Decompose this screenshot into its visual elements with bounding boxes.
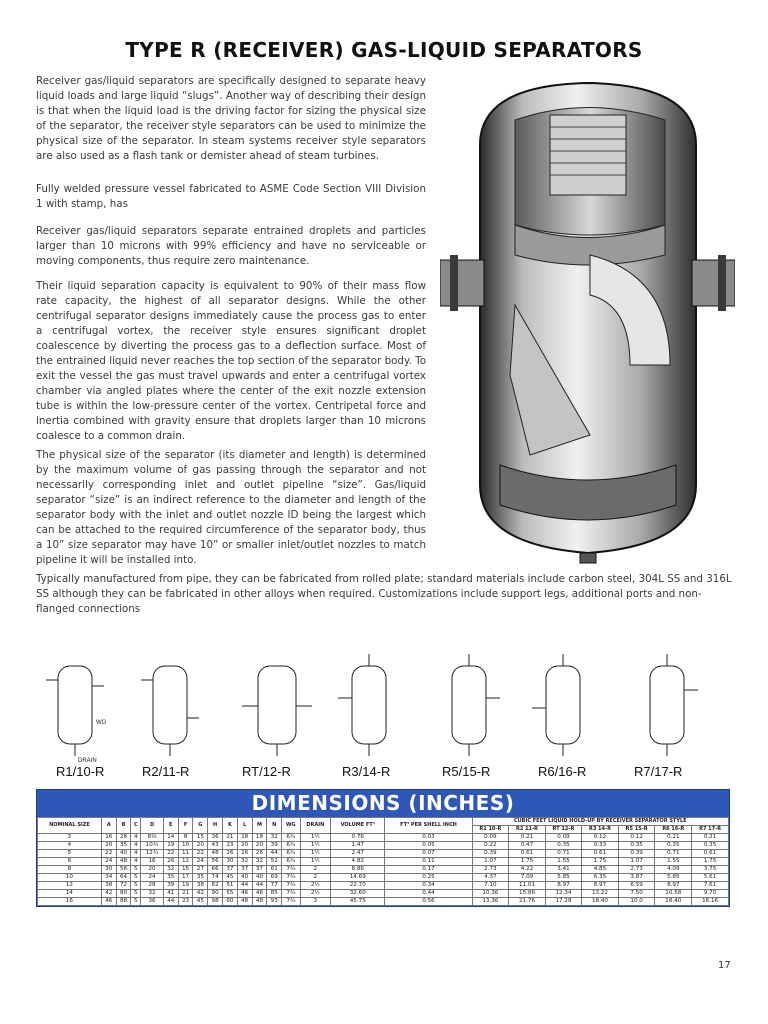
table-cell: 10 [38,874,102,882]
table-cell: 1.75 [692,858,729,866]
table-cell: 15 [193,834,208,842]
table-cell: 46 [237,890,252,898]
table-cell: 24 [101,858,116,866]
table-cell: 20 [141,866,164,874]
col-l: L [237,818,252,834]
table-cell: 93 [267,898,282,906]
table-cell: 24 [193,858,208,866]
table-cell: 32 [252,858,267,866]
table-row [38,898,729,906]
col-style-r1: R1 10-R [472,826,509,834]
table-cell: 6¾ [282,842,300,850]
table-cell: 10.36 [472,890,509,898]
drain-label: DRAIN [78,758,97,764]
table-cell: 44 [163,898,178,906]
wg-label: WG [96,720,107,726]
table-cell: 82 [208,882,223,890]
table-cell: 72 [116,882,131,890]
table-cell: 8.86 [331,866,385,874]
table-cell: 7.09 [509,874,546,882]
table-cell: 6.35 [582,874,619,882]
table-cell: 1½ [300,834,331,842]
table-cell: 7¾ [282,898,300,906]
table-cell: 14.69 [331,874,385,882]
table-cell: 48 [116,858,131,866]
table-cell: 7¾ [282,890,300,898]
table-cell: 15 [178,866,193,874]
table-cell: 32 [141,890,164,898]
table-cell: 0.17 [385,866,472,874]
table-cell: 4 [131,858,141,866]
table-cell: 0.12 [618,834,655,842]
table-cell: 48 [252,898,267,906]
table-cell: 5 [131,890,141,898]
table-cell: 12 [38,882,102,890]
table-cell: 28 [141,882,164,890]
table-cell: 5.61 [692,874,729,882]
table-row [38,882,729,890]
table-cell: 10 [178,842,193,850]
table-cell: 0.61 [582,850,619,858]
table-cell: 64 [116,874,131,882]
table-cell: 44 [237,882,252,890]
table-cell: 10.58 [655,890,692,898]
table-cell: 5 [131,882,141,890]
separator-style-diagrams [36,646,732,782]
table-cell: 3.87 [618,874,655,882]
table-cell: 8.97 [655,882,692,890]
table-cell: 4 [38,842,102,850]
col-style-rt: RT 12-R [545,826,581,834]
table-cell: 0.61 [692,850,729,858]
table-cell: 42 [101,890,116,898]
table-cell: 0.12 [582,834,619,842]
table-cell: 36 [141,898,164,906]
table-cell: 11 [178,850,193,858]
table-cell: 14 [38,890,102,898]
table-cell: 7¾ [282,874,300,882]
table-cell: 30 [101,866,116,874]
col-b: B [116,818,131,834]
table-cell: 0.21 [655,834,692,842]
table-cell: 6.59 [618,882,655,890]
table-cell: 60 [223,898,238,906]
table-cell: 16 [101,834,116,842]
table-row [38,858,729,866]
dimensions-title: DIMENSIONS (INCHES) [37,790,729,817]
table-cell: 35 [116,842,131,850]
table-cell: 32.60 [331,890,385,898]
table-cell: 61 [267,866,282,874]
table-cell: 21.76 [509,898,546,906]
table-row [38,842,729,850]
table-cell: 48 [237,898,252,906]
table-cell: 23 [178,898,193,906]
table-row [38,866,729,874]
table-cell: 40 [252,874,267,882]
table-cell: 1.75 [582,858,619,866]
table-cell: 0.35 [545,842,581,850]
table-cell: 2.73 [472,866,509,874]
col-h: H [208,818,223,834]
table-cell: 4 [131,850,141,858]
col-holdup-group: CUBIC FEET LIQUID HOLD-UP BY RECEIVER SEPARATOR STYLE [472,818,728,826]
table-cell: 14 [163,834,178,842]
table-cell: 32 [267,834,282,842]
col-style-r3: R3 14-R [582,826,619,834]
table-cell: 4.22 [509,866,546,874]
col-ft3-per-inch: FT³ PER SHELL INCH [385,818,472,834]
col-drain: DRAIN [300,818,331,834]
table-cell: 40 [237,874,252,882]
table-cell: 12.34 [545,890,581,898]
col-n: N [267,818,282,834]
table-cell: 6 [38,858,102,866]
col-style-r7: R7 17-R [692,826,729,834]
table-cell: 41 [163,890,178,898]
table-cell: 32 [237,858,252,866]
table-cell: 20 [101,842,116,850]
table-cell: 5.85 [655,874,692,882]
table-cell: 1.47 [331,842,385,850]
table-cell: 0.05 [385,842,472,850]
table-cell: 21 [178,890,193,898]
table-cell: 32 [163,866,178,874]
table-cell: 3 [300,898,331,906]
diagram-label-r7: R7/17-R [634,764,683,779]
table-cell: 45.75 [331,898,385,906]
table-cell: 40 [116,850,131,858]
col-e: E [163,818,178,834]
table-cell: 36 [208,834,223,842]
table-cell: 5 [131,866,141,874]
table-cell: 7.10 [472,882,509,890]
table-cell: 19 [163,842,178,850]
table-cell: 0.56 [385,898,472,906]
table-cell: 15.86 [509,890,546,898]
table-cell: 0.39 [472,850,509,858]
table-cell: 19 [178,882,193,890]
table-cell: 12¾ [141,850,164,858]
table-cell: 80 [116,890,131,898]
table-cell: 10¾ [141,842,164,850]
table-row [38,890,729,898]
diagram-label-r2: R2/11-R [142,764,190,779]
table-cell: 2.73 [618,866,655,874]
table-cell: 0.33 [582,842,619,850]
table-cell: 9.70 [692,890,729,898]
table-cell: 4.37 [472,874,509,882]
table-cell: 18 [237,834,252,842]
table-cell: 44 [252,882,267,890]
table-cell: 55 [223,890,238,898]
col-wg: WG [282,818,300,834]
table-cell: 18.40 [582,898,619,906]
table-cell: 0.35 [655,842,692,850]
table-cell: 1.55 [545,858,581,866]
table-cell: 0.76 [331,834,385,842]
table-cell: 8 [38,866,102,874]
table-cell: 20 [193,842,208,850]
table-cell: 0.39 [618,850,655,858]
table-cell: 69 [267,874,282,882]
table-cell: 46 [101,898,116,906]
table-cell: 35 [193,874,208,882]
table-cell: 0.25 [385,874,472,882]
table-cell: 5 [131,874,141,882]
table-cell: 7.50 [618,890,655,898]
table-row [38,850,729,858]
table-cell: 2 [300,866,331,874]
table-cell: 4.85 [582,866,619,874]
table-cell: 0.71 [545,850,581,858]
table-cell: 45 [193,898,208,906]
table-cell: 0.47 [509,842,546,850]
table-cell: 1½ [300,850,331,858]
table-cell: 35 [163,874,178,882]
table-cell: 43 [208,842,223,850]
dimensions-table-body [38,834,729,906]
table-cell: 0.21 [509,834,546,842]
col-nominal-size: NOMINAL SIZE [38,818,102,834]
col-m: M [252,818,267,834]
table-cell: 5 [131,898,141,906]
diagram-label-r6: R6/16-R [538,764,587,779]
table-cell: 37 [252,866,267,874]
table-cell: 11.01 [509,882,546,890]
page-title: TYPE R (RECEIVER) GAS-LIQUID SEPARATORS [125,38,643,62]
diagram-label-r3: R3/14-R [342,764,391,779]
table-cell: 0.22 [472,842,509,850]
table-cell: 85 [267,890,282,898]
table-cell: 66 [208,866,223,874]
table-cell: 24 [141,874,164,882]
table-cell: 20 [237,842,252,850]
table-cell: 22 [163,850,178,858]
table-cell: 10.0 [618,898,655,906]
col-style-r2: R2 11-R [509,826,546,834]
table-cell: 4 [131,834,141,842]
table-cell: 42 [193,890,208,898]
table-cell: 0.35 [618,842,655,850]
table-cell: 3 [38,834,102,842]
table-cell: 13.36 [472,898,509,906]
table-cell: 4.09 [655,866,692,874]
table-cell: 0.03 [385,834,472,842]
col-g: G [193,818,208,834]
table-cell: 17 [178,874,193,882]
table-cell: 6¾ [282,858,300,866]
asme-paragraph: Fully welded pressure vessel fabricated to ASME Code Section VIII Division 1 with stamp, has [36,183,426,210]
table-cell: 28 [116,834,131,842]
table-cell: 38 [101,882,116,890]
intro-paragraph: Receiver gas/liquid separators are specifically designed to separate heavy liquid loads and large liquid “slugs”. Another way of describing their design is that when the liquid load is the driving factor for sizing the physical size of the separator, the receiver style separators can be used to minimize the physical size of the separator. In steam systems receiver style separators are also used as a flash tank or demister ahead of steam turbines. [36,75,426,162]
table-cell: 38 [193,882,208,890]
col-d: D [141,818,164,834]
table-cell: 37 [223,866,238,874]
table-cell: 2½ [300,882,331,890]
table-cell: 1.55 [655,858,692,866]
table-cell: 1.07 [618,858,655,866]
table-cell: 30 [223,858,238,866]
table-cell: 6¾ [282,850,300,858]
table-cell: 90 [208,890,223,898]
table-cell: 5 [38,850,102,858]
diagram-label-r1: R1/10-R [56,764,105,779]
table-cell: 48 [208,850,223,858]
table-cell: 1.07 [472,858,509,866]
col-style-r5: R5 15-R [618,826,655,834]
table-cell: 1.75 [509,858,546,866]
table-cell: 44 [267,850,282,858]
table-cell: 7.61 [692,882,729,890]
table-cell: 6¾ [282,834,300,842]
table-row [38,874,729,882]
table-cell: 12 [178,858,193,866]
table-cell: 2.47 [331,850,385,858]
separator-cutaway-illustration [440,75,735,565]
table-cell: 22.70 [331,882,385,890]
dimensions-table-panel [36,789,730,907]
table-cell: 22 [101,850,116,858]
table-cell: 56 [208,858,223,866]
col-f: F [178,818,193,834]
table-cell: 0.61 [509,850,546,858]
table-cell: 77 [267,882,282,890]
table-cell: 16 [38,898,102,906]
table-cell: 0.21 [692,834,729,842]
table-cell: 52 [267,858,282,866]
table-cell: 16.16 [692,898,729,906]
table-cell: 26 [223,850,238,858]
table-cell: 39 [163,882,178,890]
table-cell: 13.22 [582,890,619,898]
table-cell: 88 [116,898,131,906]
table-cell: 74 [208,874,223,882]
table-cell: 3.41 [545,866,581,874]
table-cell: 21 [223,834,238,842]
table-cell: 2 [300,874,331,882]
col-c: C [131,818,141,834]
table-cell: 7¾ [282,882,300,890]
table-cell: 34 [101,874,116,882]
table-cell: 8.97 [582,882,619,890]
table-cell: 4.82 [331,858,385,866]
table-cell: 18.40 [655,898,692,906]
table-cell: 5.85 [545,874,581,882]
diagram-label-r5: R5/15-R [442,764,491,779]
table-cell: 26 [252,850,267,858]
table-cell: 4 [131,842,141,850]
table-cell: 1½ [300,858,331,866]
table-cell: 37 [237,866,252,874]
materials-paragraph: Typically manufactured from pipe, they can be fabricated from rolled plate; standard materials include carbon steel, 304L SS and 316L SS although they can be fabricated in other alloys when required. Customizations include support legs, additional ports and non-flanged connections [36,573,732,615]
table-cell: 23 [223,842,238,850]
table-cell: 0.09 [472,834,509,842]
table-cell: 8.97 [545,882,581,890]
table-cell: 27 [193,866,208,874]
table-cell: 98 [208,898,223,906]
table-cell: 8⅜ [141,834,164,842]
table-cell: 0.07 [385,850,472,858]
table-cell: 16 [141,858,164,866]
table-cell: 8 [178,834,193,842]
table-cell: 0.35 [692,842,729,850]
table-cell: 45 [223,874,238,882]
table-cell: 17.28 [545,898,581,906]
table-cell: 46 [252,890,267,898]
table-cell: 0.34 [385,882,472,890]
page-number: 17 [718,960,731,971]
table-cell: 39 [267,842,282,850]
table-cell: 20 [252,842,267,850]
dimensions-table [37,817,729,906]
col-style-r6: R6 16-R [655,826,692,834]
table-cell: 7¾ [282,866,300,874]
col-volume: VOLUME FT³ [331,818,385,834]
table-cell: 51 [223,882,238,890]
col-a: A [101,818,116,834]
table-cell: 18 [252,834,267,842]
table-cell: 26 [163,858,178,866]
table-cell: 1½ [300,842,331,850]
table-cell: 26 [237,850,252,858]
col-k: K [223,818,238,834]
table-cell: 56 [116,866,131,874]
table-cell: 0.09 [545,834,581,842]
sizing-paragraph: The physical size of the separator (its diameter and length) is determined by the maximum volume of gas passing through the separator and not necessarily corresponding inlet and outlet pipeline “size”. Gas/liquid separator “size” is an indirect reference to the diameter and length of the separator body with the inlet and outlet nozzle ID being the largest which can be attached to the required circumference of the separator body, thus a 10” size separator may have 10” or smaller inlet/outlet nozzles to match pipeline it will be installed into. [36,449,426,566]
table-cell: 0.71 [655,850,692,858]
efficiency-paragraph: Receiver gas/liquid separators separate entrained droplets and particles larger than 10 microns with 99% efficiency and have no serviceable or moving components, thus require zero maintenance. [36,225,426,267]
table-cell: 3.75 [692,866,729,874]
table-row [38,834,729,842]
table-cell: 0.11 [385,858,472,866]
capacity-paragraph: Their liquid separation capacity is equivalent to 90% of their mass flow rate capacity, the highest of all separator designs. While the other centrifugal separator designs immediately cause the process gas to enter a centrifugal vortex, the receiver style ensures significant droplet coalescence by diverting the process gas to a deflection surface. Most of the entrained liquid never reaches the top section of the separator body. To exit the vessel the gas must travel upwards and enter a centrifugal vortex chamber via angled plates where the center of the exit nozzle extension tube is within the low-pressure center of the vortex. Centripetal force and inertia combined with gravity ensure that droplets larger than 10 microns coalesce to a common drain. [36,280,426,442]
table-cell: 0.44 [385,890,472,898]
table-cell: 2½ [300,890,331,898]
diagram-label-rt: RT/12-R [242,764,291,779]
table-cell: 22 [193,850,208,858]
